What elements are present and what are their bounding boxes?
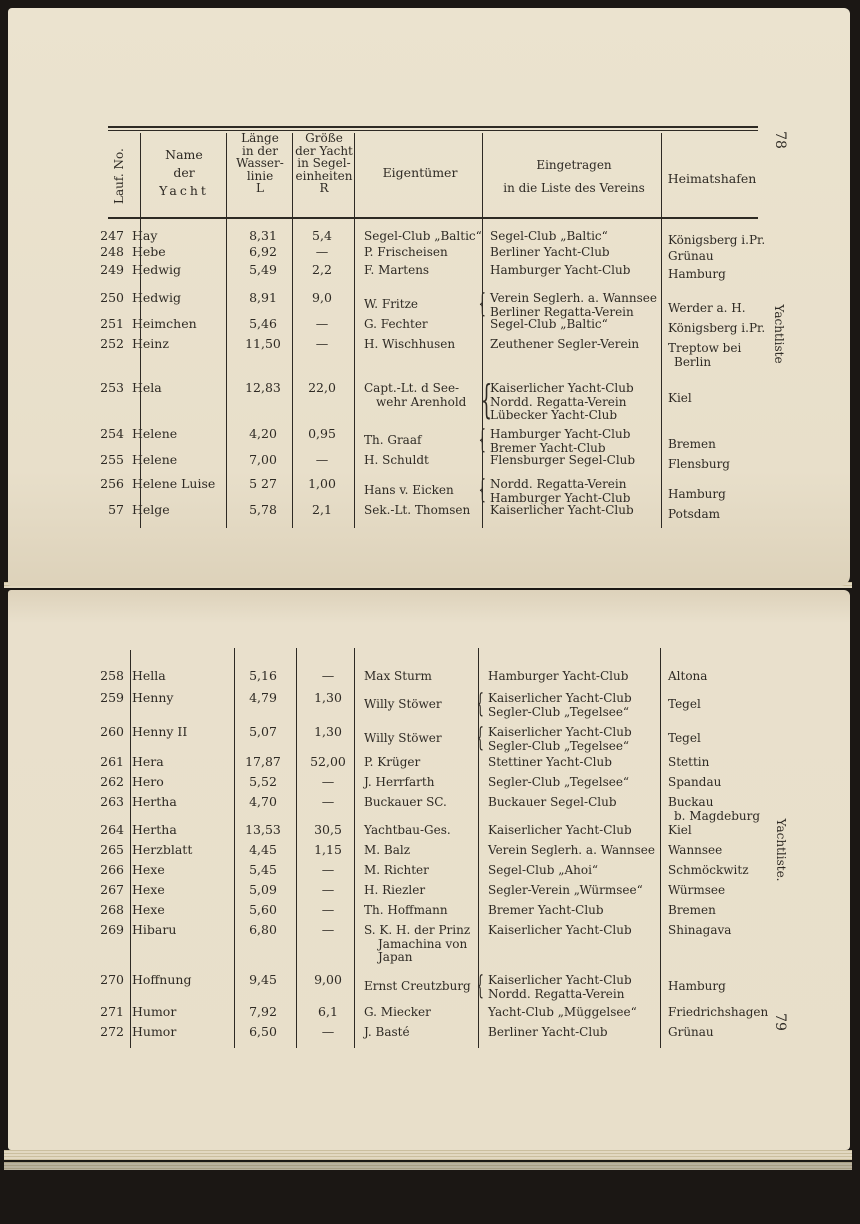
port-line: Würmsee bbox=[668, 883, 726, 897]
row-number: 264 bbox=[100, 822, 124, 837]
yacht-name: Hexe bbox=[132, 862, 165, 877]
yacht-name: Hibaru bbox=[132, 922, 177, 937]
header-laenge bbox=[228, 132, 292, 195]
row-number: 57 bbox=[108, 502, 124, 517]
length-value: 7,00 bbox=[249, 452, 277, 467]
length-value: 9,45 bbox=[249, 972, 277, 987]
owner-line: Buckauer SC. bbox=[364, 795, 447, 809]
row-number: 253 bbox=[100, 380, 124, 395]
row-number: 260 bbox=[100, 724, 124, 739]
yacht-name: Helene bbox=[132, 426, 178, 441]
size-value: — bbox=[321, 774, 335, 789]
size-value: — bbox=[321, 922, 335, 937]
owner-line: Hans v. Eicken bbox=[364, 483, 454, 497]
port-line: Friedrichshagen bbox=[668, 1005, 769, 1019]
row-number: 267 bbox=[100, 882, 124, 897]
owner-line: H. Schuldt bbox=[364, 453, 429, 467]
header-eigentuemer: Eigentümer bbox=[382, 165, 458, 180]
row-number: 270 bbox=[100, 972, 124, 987]
size-value: — bbox=[321, 1024, 335, 1039]
column-divider bbox=[354, 133, 355, 528]
header-eingetragen bbox=[486, 154, 662, 200]
size-value: 9,0 bbox=[312, 290, 332, 305]
owner-line: P. Frischeisen bbox=[364, 245, 448, 259]
row-number: 268 bbox=[100, 902, 124, 917]
club-line: Kaiserlicher Yacht-Club bbox=[488, 923, 632, 937]
club-line: Nordd. Regatta-Verein bbox=[488, 986, 625, 1001]
size-value: 52,00 bbox=[310, 754, 346, 769]
header-heimatshafen: Heimatshafen bbox=[667, 171, 757, 186]
owner-line: G. Fechter bbox=[364, 317, 428, 331]
port-line: Hamburg bbox=[668, 267, 726, 281]
length-value: 5 27 bbox=[249, 476, 277, 491]
club-line: Flensburger Segel-Club bbox=[490, 453, 636, 467]
club-line: Kaiserlicher Yacht-Club bbox=[488, 823, 632, 837]
yacht-name: Hebe bbox=[132, 244, 166, 259]
club-line: Lübecker Yacht-Club bbox=[490, 408, 618, 422]
owner-line: Willy Stöwer bbox=[364, 697, 442, 711]
brace-icon: { bbox=[476, 971, 484, 1001]
size-value: 22,0 bbox=[308, 380, 336, 395]
length-value: 8,31 bbox=[249, 228, 277, 243]
port-line: Schmöckwitz bbox=[668, 863, 749, 877]
club-line: Segler-Club „Tegelsee“ bbox=[488, 775, 630, 789]
row-number: 272 bbox=[100, 1024, 124, 1039]
owner-line: Japan bbox=[378, 950, 413, 964]
header-name-line: Yacht bbox=[159, 183, 209, 199]
port-line: Grünau bbox=[668, 1025, 714, 1039]
yacht-name: Humor bbox=[132, 1024, 177, 1039]
port-line: Werder a. H. bbox=[668, 301, 746, 315]
length-value: 4,45 bbox=[249, 842, 277, 857]
lower-page bbox=[8, 590, 850, 1150]
header-laenge-line: in der bbox=[242, 143, 278, 158]
header-name-line: Name bbox=[165, 147, 203, 162]
column-divider bbox=[482, 133, 483, 528]
club-line: Bremer Yacht-Club bbox=[488, 903, 604, 917]
club-line: Bremer Yacht-Club bbox=[490, 440, 606, 455]
header-lauf-no: Lauf. No. bbox=[112, 148, 126, 204]
column-divider bbox=[660, 648, 661, 1048]
owner-line: P. Krüger bbox=[364, 755, 421, 769]
club-line: Berliner Yacht-Club bbox=[488, 1025, 608, 1039]
owner-line: Yachtbau-Ges. bbox=[364, 823, 451, 837]
length-value: 5,60 bbox=[249, 902, 277, 917]
length-value: 13,53 bbox=[245, 822, 281, 837]
header-eingetragen-line: in die Liste des Vereins bbox=[503, 180, 645, 195]
size-value: — bbox=[321, 862, 335, 877]
club-line: Segler-Club „Tegelsee“ bbox=[488, 704, 630, 719]
row-number: 256 bbox=[100, 476, 124, 491]
port-line: Berlin bbox=[674, 354, 712, 369]
port-line: Königsberg i.Pr. bbox=[668, 321, 766, 335]
length-value: 5,52 bbox=[249, 774, 277, 789]
brace-icon: { bbox=[478, 425, 486, 455]
yacht-name: Helge bbox=[132, 502, 170, 517]
club-line: Hamburger Yacht-Club bbox=[488, 669, 629, 683]
port-line: Flensburg bbox=[668, 457, 730, 471]
club-line: Berliner Regatta-Verein bbox=[490, 304, 634, 319]
header-groesse-line: R bbox=[319, 181, 329, 196]
size-value: — bbox=[315, 452, 329, 467]
side-label: Yachtliste. bbox=[774, 818, 788, 882]
row-number: 254 bbox=[100, 426, 124, 441]
length-value: 5,78 bbox=[249, 502, 277, 517]
port-line: Wannsee bbox=[668, 843, 723, 857]
port-line: Bremen bbox=[668, 437, 716, 451]
length-value: 6,92 bbox=[249, 244, 277, 259]
length-value: 11,50 bbox=[245, 336, 281, 351]
owner-line: Jamachina von bbox=[378, 936, 468, 951]
yacht-name: Hedwig bbox=[132, 290, 181, 305]
club-line: Kaiserlicher Yacht-Club bbox=[490, 381, 634, 395]
club-line: Segel-Club „Baltic“ bbox=[490, 229, 608, 243]
header-groesse-line: der Yacht bbox=[295, 143, 353, 158]
club-line: Hamburger Yacht-Club bbox=[490, 490, 631, 505]
port-line: Spandau bbox=[668, 775, 722, 789]
header-top-rule-thin bbox=[108, 130, 758, 131]
port-line: Stettin bbox=[668, 755, 710, 769]
owner-line: Th. Graaf bbox=[364, 433, 422, 447]
brace-icon: { bbox=[476, 689, 484, 719]
port-line: Grünau bbox=[668, 249, 714, 263]
header-laenge-line: Wasser- bbox=[236, 156, 284, 171]
port-line: Altona bbox=[668, 669, 708, 683]
header-laenge-line: linie bbox=[246, 168, 274, 183]
port-line: b. Magdeburg bbox=[674, 808, 761, 823]
row-number: 258 bbox=[100, 668, 124, 683]
row-number: 259 bbox=[100, 690, 124, 705]
owner-line: Sek.-Lt. Thomsen bbox=[364, 503, 471, 517]
port-line: Buckau bbox=[668, 795, 714, 809]
yacht-name: Henny II bbox=[132, 724, 188, 739]
brace-icon: { bbox=[480, 378, 493, 423]
club-line: Nordd. Regatta-Verein bbox=[490, 394, 627, 409]
row-number: 271 bbox=[100, 1004, 124, 1019]
length-value: 12,83 bbox=[245, 380, 281, 395]
row-number: 248 bbox=[100, 244, 124, 259]
owner-line: Capt.-Lt. d See- bbox=[364, 381, 460, 395]
port-line: Shinagava bbox=[668, 923, 732, 937]
owner-line: Segel-Club „Baltic“ bbox=[364, 229, 482, 243]
size-value: — bbox=[315, 316, 329, 331]
yacht-name: Helene bbox=[132, 452, 178, 467]
yacht-name: Hedwig bbox=[132, 262, 181, 277]
club-line: Berliner Yacht-Club bbox=[490, 245, 610, 259]
row-number: 251 bbox=[100, 316, 124, 331]
header-eingetragen-line: Eingetragen bbox=[536, 158, 612, 172]
size-value: 2,2 bbox=[312, 262, 332, 277]
header-name-line: der bbox=[173, 165, 195, 181]
yacht-name: Hay bbox=[132, 228, 158, 243]
port-line: Treptow bei bbox=[668, 341, 742, 355]
yacht-name: Humor bbox=[132, 1004, 177, 1019]
club-line: Segel-Club „Ahoi“ bbox=[488, 863, 599, 877]
port-line: Tegel bbox=[668, 697, 701, 711]
page-number: 78 bbox=[772, 131, 788, 149]
row-number: 252 bbox=[100, 336, 124, 351]
owner-line: H. Riezler bbox=[364, 883, 426, 897]
owner-line: Willy Stöwer bbox=[364, 731, 442, 745]
length-value: 8,91 bbox=[249, 290, 277, 305]
length-value: 5,07 bbox=[249, 724, 277, 739]
club-line: Nordd. Regatta-Verein bbox=[490, 477, 627, 491]
size-value: — bbox=[321, 668, 335, 683]
header-groesse-line: in Segel- bbox=[297, 156, 351, 171]
row-number: 261 bbox=[100, 754, 124, 769]
size-value: 1,30 bbox=[314, 690, 342, 705]
club-line: Verein Seglerh. a. Wannsee bbox=[490, 291, 657, 305]
owner-line: J. Basté bbox=[364, 1025, 410, 1039]
length-value: 5,16 bbox=[249, 668, 277, 683]
yacht-name: Hela bbox=[132, 380, 162, 395]
club-line: Yacht-Club „Müggelsee“ bbox=[488, 1005, 637, 1019]
club-line: Verein Seglerh. a. Wannsee bbox=[488, 843, 655, 857]
row-number: 249 bbox=[100, 262, 124, 277]
length-value: 5,45 bbox=[249, 862, 277, 877]
port-line: Kiel bbox=[668, 391, 692, 405]
owner-line: M. Balz bbox=[364, 843, 411, 857]
header-groesse-line: einheiten bbox=[295, 168, 353, 183]
yacht-name: Heinz bbox=[132, 336, 169, 351]
club-line: Segel-Club „Baltic“ bbox=[490, 317, 608, 331]
header-name bbox=[144, 146, 224, 200]
header-groesse-line: Größe bbox=[305, 131, 343, 145]
size-value: — bbox=[315, 244, 329, 259]
yacht-name: Hertha bbox=[132, 794, 177, 809]
row-number: 250 bbox=[100, 290, 124, 305]
club-line: Stettiner Yacht-Club bbox=[488, 755, 612, 769]
length-value: 5,09 bbox=[249, 882, 277, 897]
club-line: Segler-Verein „Würmsee“ bbox=[488, 883, 643, 897]
row-number: 262 bbox=[100, 774, 124, 789]
row-number: 247 bbox=[100, 228, 124, 243]
club-line: Hamburger Yacht-Club bbox=[490, 263, 631, 277]
owner-line: wehr Arenhold bbox=[376, 394, 467, 409]
owner-line: M. Richter bbox=[364, 863, 429, 877]
yacht-name: Henny bbox=[132, 690, 174, 705]
header-top-rule bbox=[108, 126, 758, 128]
brace-icon: { bbox=[478, 475, 486, 505]
owner-line: G. Miecker bbox=[364, 1005, 431, 1019]
club-line: Hamburger Yacht-Club bbox=[490, 427, 631, 441]
owner-line: Ernst Creutzburg bbox=[364, 979, 471, 993]
page-number: 79 bbox=[772, 1013, 788, 1031]
owner-line: S. K. H. der Prinz bbox=[364, 923, 471, 937]
size-value: — bbox=[321, 882, 335, 897]
yacht-name: Hertha bbox=[132, 822, 177, 837]
length-value: 6,50 bbox=[249, 1024, 277, 1039]
yacht-name: Hexe bbox=[132, 902, 165, 917]
size-value: 1,30 bbox=[314, 724, 342, 739]
yacht-name: Helene Luise bbox=[132, 476, 216, 491]
length-value: 4,20 bbox=[249, 426, 277, 441]
club-line: Kaiserlicher Yacht-Club bbox=[490, 503, 634, 517]
size-value: 1,15 bbox=[314, 842, 342, 857]
club-line: Zeuthener Segler-Verein bbox=[490, 337, 640, 351]
length-value: 5,46 bbox=[249, 316, 277, 331]
length-value: 4,70 bbox=[249, 794, 277, 809]
size-value: — bbox=[321, 794, 335, 809]
port-line: Potsdam bbox=[668, 507, 721, 521]
row-number: 263 bbox=[100, 794, 124, 809]
size-value: — bbox=[321, 902, 335, 917]
brace-icon: { bbox=[478, 289, 486, 319]
row-number: 255 bbox=[100, 452, 124, 467]
owner-line: Th. Hoffmann bbox=[364, 903, 448, 917]
brace-icon: { bbox=[476, 723, 484, 753]
side-label: Yachtliste bbox=[772, 304, 786, 364]
port-line: Hamburg bbox=[668, 487, 726, 501]
yacht-name: Hella bbox=[132, 668, 166, 683]
yacht-name: Hexe bbox=[132, 882, 165, 897]
port-line: Kiel bbox=[668, 823, 692, 837]
length-value: 4,79 bbox=[249, 690, 277, 705]
size-value: 6,1 bbox=[318, 1004, 338, 1019]
length-value: 6,80 bbox=[249, 922, 277, 937]
length-value: 17,87 bbox=[245, 754, 281, 769]
port-line: Tegel bbox=[668, 731, 701, 745]
row-number: 266 bbox=[100, 862, 124, 877]
club-line: Kaiserlicher Yacht-Club bbox=[488, 725, 632, 739]
club-line: Kaiserlicher Yacht-Club bbox=[488, 973, 632, 987]
yacht-name: Hoffnung bbox=[132, 972, 192, 987]
owner-line: J. Herrfarth bbox=[364, 775, 435, 789]
size-value: — bbox=[315, 336, 329, 351]
owner-line: W. Fritze bbox=[364, 297, 419, 311]
header-laenge-line: Länge bbox=[241, 131, 279, 145]
row-number: 269 bbox=[100, 922, 124, 937]
size-value: 1,00 bbox=[308, 476, 336, 491]
yacht-name: Heimchen bbox=[132, 316, 197, 331]
size-value: 9,00 bbox=[314, 972, 342, 987]
size-value: 0,95 bbox=[308, 426, 336, 441]
port-line: Hamburg bbox=[668, 979, 726, 993]
port-line: Königsberg i.Pr. bbox=[668, 233, 766, 247]
size-value: 5,4 bbox=[312, 228, 332, 243]
yacht-name: Hero bbox=[132, 774, 164, 789]
port-line: Bremen bbox=[668, 903, 716, 917]
owner-line: Max Sturm bbox=[364, 669, 432, 683]
yacht-name: Hera bbox=[132, 754, 164, 769]
yacht-name: Herzblatt bbox=[132, 842, 193, 857]
owner-line: F. Martens bbox=[364, 263, 430, 277]
size-value: 30,5 bbox=[314, 822, 342, 837]
club-line: Kaiserlicher Yacht-Club bbox=[488, 691, 632, 705]
owner-line: H. Wischhusen bbox=[364, 337, 456, 351]
club-line: Buckauer Segel-Club bbox=[488, 795, 617, 809]
length-value: 5,49 bbox=[249, 262, 277, 277]
row-number: 265 bbox=[100, 842, 124, 857]
header-groesse bbox=[294, 132, 354, 195]
header-laenge-line: L bbox=[256, 181, 264, 196]
size-value: 2,1 bbox=[312, 502, 332, 517]
length-value: 7,92 bbox=[249, 1004, 277, 1019]
club-line: Segler-Club „Tegelsee“ bbox=[488, 738, 630, 753]
upper-page bbox=[8, 8, 850, 586]
